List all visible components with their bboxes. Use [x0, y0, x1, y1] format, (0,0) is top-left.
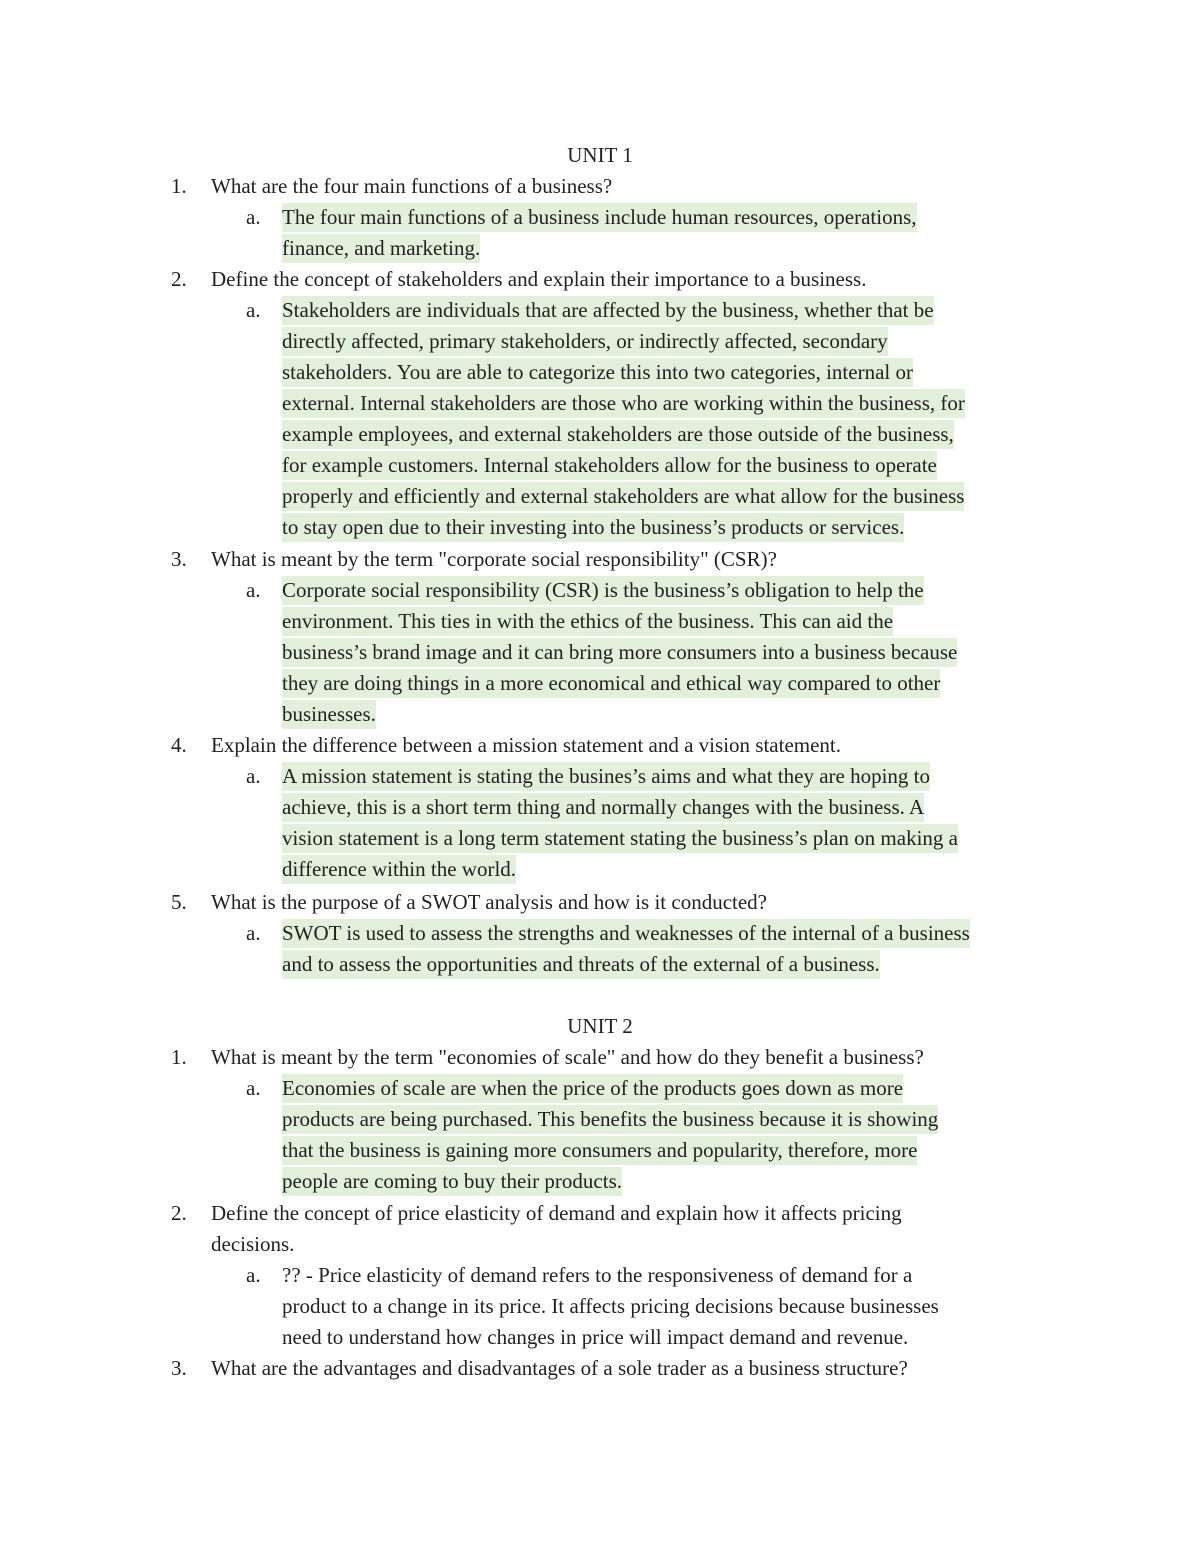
answer-text	[282, 202, 917, 264]
question-number: 2.	[171, 267, 187, 291]
answer-line: finance, and marketing.	[282, 234, 480, 263]
answer-text	[282, 1260, 939, 1353]
answer-text	[282, 575, 957, 730]
answer-text	[282, 1073, 938, 1197]
question-number: 2.	[171, 1201, 187, 1225]
answer-letter: a.	[246, 205, 261, 229]
answer-letter: a.	[246, 1263, 261, 1287]
answer-line: properly and efficiently and external stakeholders are what allow for the business	[282, 482, 964, 511]
question-text	[211, 1198, 1031, 1260]
answer-line: Economies of scale are when the price of the products goes down as more	[282, 1074, 903, 1103]
answer-line: external. Internal stakeholders are those who are working within the business, for	[282, 389, 965, 418]
answer-line: they are doing things in a more economical and ethical way compared to other	[282, 669, 940, 698]
question-line: What are the advantages and disadvantages of a sole trader as a business structure?	[211, 1356, 908, 1380]
answer-line: ?? - Price elasticity of demand refers to the responsiveness of demand for a	[282, 1263, 913, 1287]
question-number: 5.	[171, 890, 187, 914]
answer-letter: a.	[246, 1076, 261, 1100]
answer-line: and to assess the opportunities and threats of the external of a business.	[282, 950, 880, 979]
question-number: 3.	[171, 547, 187, 571]
answer-line: Corporate social responsibility (CSR) is the business’s obligation to help the	[282, 576, 924, 605]
answer-line: to stay open due to their investing into the business’s products or services.	[282, 513, 904, 542]
question-line: What is meant by the term "corporate social responsibility" (CSR)?	[211, 547, 777, 571]
answer-line: The four main functions of a business include human resources, operations,	[282, 203, 917, 232]
answer-line: environment. This ties in with the ethics of the business. This can aid the	[282, 607, 893, 636]
question-text	[211, 1353, 1031, 1384]
question-line: What is meant by the term "economies of scale" and how do they benefit a business?	[211, 1045, 924, 1069]
question-text	[211, 264, 1031, 295]
answer-line: difference within the world.	[282, 855, 516, 884]
question-text	[211, 544, 1031, 575]
answer-line: product to a change in its price. It affects pricing decisions because businesses	[282, 1294, 939, 1318]
answer-line: businesses.	[282, 700, 376, 729]
answer-line: SWOT is used to assess the strengths and weaknesses of the internal of a business	[282, 919, 970, 948]
question-text	[211, 730, 1031, 761]
unit-heading: UNIT 1	[567, 143, 633, 167]
answer-line: for example customers. Internal stakeholders allow for the business to operate	[282, 451, 937, 480]
answer-line: vision statement is a long term statement stating the business’s plan on making a	[282, 824, 958, 853]
answer-letter: a.	[246, 298, 261, 322]
question-line: What are the four main functions of a business?	[211, 174, 613, 198]
answer-line: business’s brand image and it can bring more consumers into a business because	[282, 638, 957, 667]
answer-line: people are coming to buy their products.	[282, 1167, 622, 1196]
answer-letter: a.	[246, 921, 261, 945]
question-text	[211, 887, 1031, 918]
question-number: 3.	[171, 1356, 187, 1380]
answer-line: need to understand how changes in price will impact demand and revenue.	[282, 1325, 909, 1349]
question-line: What is the purpose of a SWOT analysis and how is it conducted?	[211, 890, 767, 914]
question-text	[211, 1042, 1031, 1073]
answer-line: achieve, this is a short term thing and normally changes with the business. A	[282, 793, 924, 822]
answer-text	[282, 918, 970, 980]
question-line: Define the concept of price elasticity of demand and explain how it affects pricing	[211, 1201, 902, 1225]
answer-line: Stakeholders are individuals that are affected by the business, whether that be	[282, 296, 934, 325]
question-number: 1.	[171, 1045, 187, 1069]
question-line: decisions.	[211, 1232, 295, 1256]
answer-line: example employees, and external stakeholders are those outside of the business,	[282, 420, 954, 449]
question-number: 4.	[171, 733, 187, 757]
answer-line: directly affected, primary stakeholders, or indirectly affected, secondary	[282, 327, 888, 356]
answer-line: A mission statement is stating the busines’s aims and what they are hoping to	[282, 762, 930, 791]
answer-letter: a.	[246, 578, 261, 602]
answer-text	[282, 761, 958, 885]
answer-text	[282, 295, 965, 543]
question-number: 1.	[171, 174, 187, 198]
question-line: Explain the difference between a mission statement and a vision statement.	[211, 733, 841, 757]
answer-line: that the business is gaining more consumers and popularity, therefore, more	[282, 1136, 917, 1165]
question-text	[211, 171, 1031, 202]
answer-line: products are being purchased. This benefits the business because it is showing	[282, 1105, 938, 1134]
answer-line: stakeholders. You are able to categorize this into two categories, internal or	[282, 358, 913, 387]
question-line: Define the concept of stakeholders and explain their importance to a business.	[211, 267, 867, 291]
answer-letter: a.	[246, 764, 261, 788]
unit-heading: UNIT 2	[567, 1014, 633, 1038]
